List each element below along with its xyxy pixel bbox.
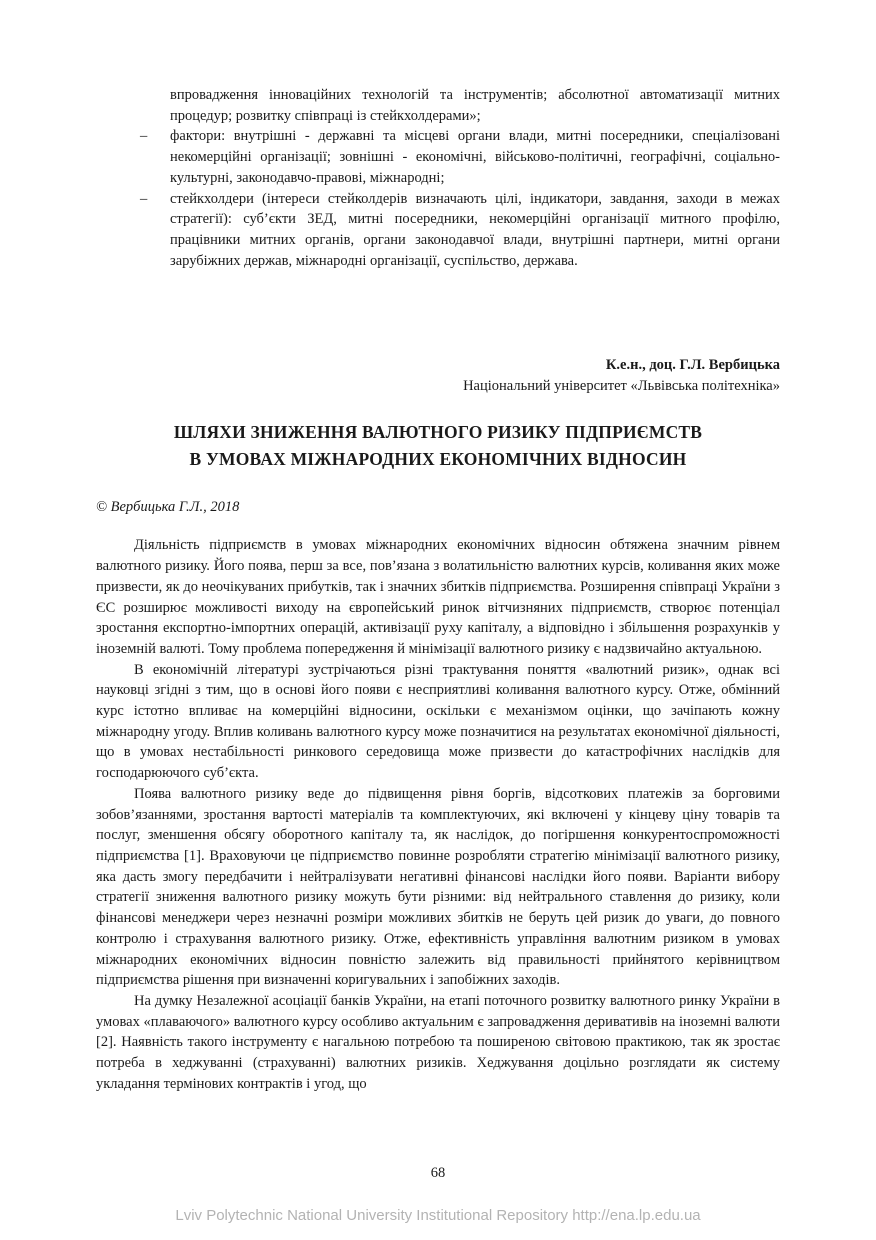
- dash-bullet-icon: –: [140, 128, 148, 145]
- repository-footer-text: Lviv Polytechnic National University Institutional Repository http://ena.lp.edu.ua: [175, 1207, 701, 1224]
- intro-list: [140, 85, 780, 271]
- author-name: К.е.н., доц. Г.Л. Вербицька: [605, 357, 780, 374]
- body-paragraph: Поява валютного ризику веде до підвищення рівня боргів, відсоткових платежів за борговими зобов’язаннями, зростання вартості матеріалів та комплектуючих, які включені у кінцеву ціну товарів та послуг, зменшення обсягу оборотного капіталу та, як наслідок, до погіршення конкурентоспроможності підприємства [1]. Враховуючи це підприємство повинне розробляти стратегію мінімізації валютного ризику, яка дасть змогу передбачити і нейтралізувати негативні фінансові наслідки його появи. Варіанти вибору стратегії зниження валютного ризику можуть бути різними: від нейтрального ставлення до ризику, коли фінансові менеджери через незначні розміри можливих збитків не беруть цей ризик до уваги, до повного контролю і страхування валютного ризику. Отже, ефективність управління валютним ризиком в умовах міжнародних економічних відносин повністю залежить від правильності прийнятого керівництвом підприємства рішення при визначенні коригувальних і запобіжних заходів.: [96, 785, 780, 989]
- list-item: [140, 189, 780, 272]
- title-line-2: В УМОВАХ МІЖНАРОДНИХ ЕКОНОМІЧНИХ ВІДНОСИН: [189, 448, 687, 469]
- body-paragraph: На думку Незалежної асоціації банків України, на етапі поточного розвитку валютного ринку України в умовах «плаваючого» валютного курсу особливо актуальним є запровадження деривативів на іноземні валюти [2]. Наявність такого інструменту є нагальною потребою та поширеною світовою практикою, так як зростає потреба в хеджуванні (страхуванні) валютних ризиків. Хеджування доцільно розглядати як систему укладання термінових контрактів і угод, що: [96, 992, 780, 1092]
- body-paragraph: В економічній літературі зустрічаються різні трактування поняття «валютний ризик», однак всі науковці згідні з тим, що в основі його появи є несприятливі коливання валютного курсу. Отже, обмінний курс істотно впливає на комерційні відносини, оскільки є механізмом оцінки, що зачіпають кожну міжнародну угоду. Вплив коливань валютного курсу може позначитися на результатах економічної діяльності, що в умовах нестабільності ринкового середовища може призвести до катастрофічних наслідків для господарюючого суб’єкта.: [96, 661, 780, 782]
- list-item: [140, 126, 780, 188]
- page-number: 68: [430, 1165, 446, 1181]
- page-content: [96, 85, 780, 1094]
- dash-bullet-icon: –: [140, 190, 148, 207]
- list-continuation-text: впровадження інноваційних технологій та інструментів; абсолютної автоматизації митних процедур; розвитку співпраці із стейкхолдерами»;: [170, 87, 780, 124]
- author-affiliation: Національний університет «Львівська політехніка»: [463, 378, 780, 395]
- copyright-line: © Вербицька Г.Л., 2018: [96, 498, 240, 515]
- author-block: [96, 355, 780, 396]
- list-item-text: стейкхолдери (інтереси стейколдерів визначають цілі, індикатори, завдання, заходи в межах стратегії): суб’єкти ЗЕД, митні посередники, некомерційні організації митного профілю, працівники митних органів, органи законодавчої влади, внутрішні партнери, митні органи зарубіжних держав, міжнародні організації, суспільство, держава.: [170, 190, 780, 269]
- article-body: [96, 535, 780, 1094]
- list-item-text: фактори: внутрішні - державні та місцеві органи влади, митні посередники, спеціалізовані некомерційні організації; зовнішні - економічні, військово-політичні, географічні, соціально-культурні, законодавчо-правові, міжнародні;: [170, 128, 780, 186]
- article-title: [96, 419, 780, 473]
- title-line-1: ШЛЯХИ ЗНИЖЕННЯ ВАЛЮТНОГО РИЗИКУ ПІДПРИЄМСТВ: [173, 421, 703, 442]
- body-paragraph: Діяльність підприємств в умовах міжнародних економічних відносин обтяжена значним рівнем валютного ризику. Його поява, перш за все, пов’язана з волатильністю валютних курсів, коливання яких може призвести, як до неочікуваних прибутків, так і значних збитків підприємства. Розширення співпраці України з ЄС розширює можливості виходу на європейський ринок вітчизняних підприємств, створює потенціал зростання експортно-імпортних операцій, активізації руху капіталу, а відповідно і збільшення розрахунків у іноземній валюті. Тому проблема попередження й мінімізації валютного ризику є надзвичайно актуальною.: [96, 537, 780, 657]
